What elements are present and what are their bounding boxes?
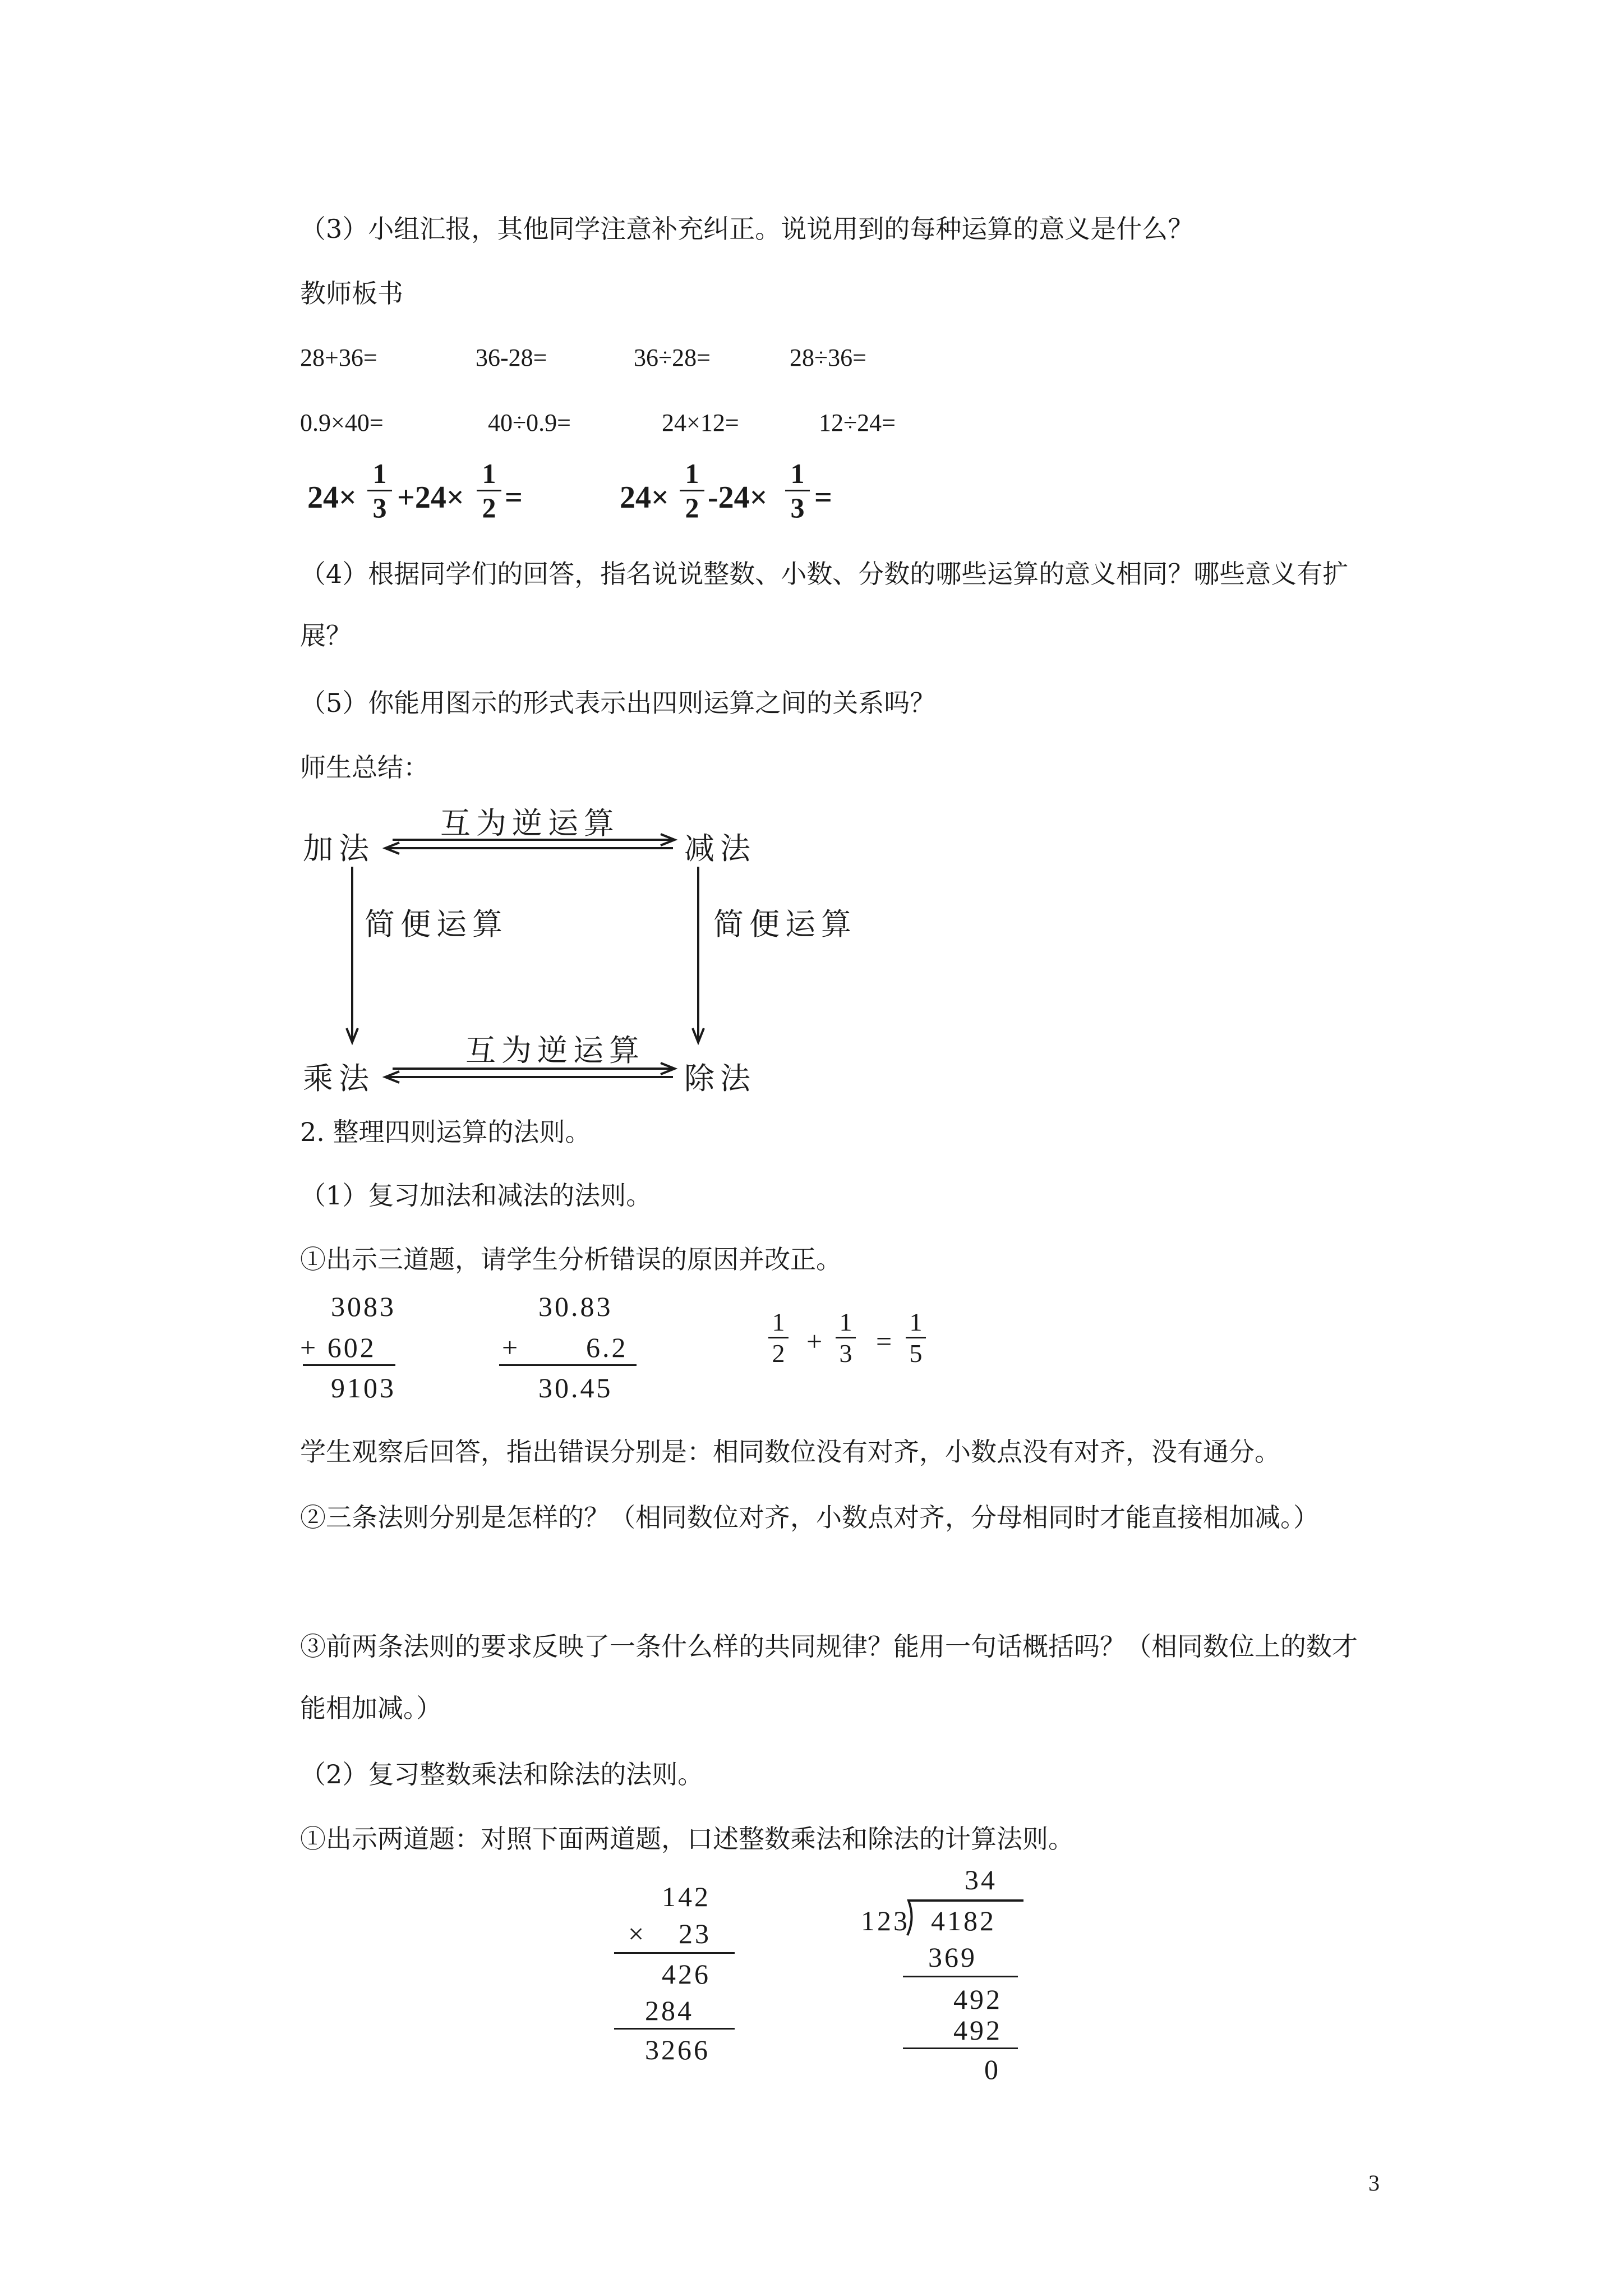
multiplier: 23 [679, 1918, 711, 1949]
multiplicand: 142 [662, 1881, 711, 1912]
plus-sign: + [806, 1326, 823, 1357]
subtract-line [903, 2047, 1018, 2049]
paragraph-5: （5）你能用图示的形式表示出四则运算之间的关系吗？ [300, 688, 936, 718]
review-1: （1）复习加法和减法的法则。 [300, 1180, 652, 1211]
board-expr: 36-28= [476, 344, 547, 371]
numerator: 1 [482, 458, 496, 489]
operand: 3083 [331, 1291, 396, 1322]
observation: 学生观察后回答，指出错误分别是：相同数位没有对齐，小数点没有对齐，没有通分。 [300, 1437, 1280, 1467]
section-2-heading: 2. 整理四则运算的法则。 [300, 1117, 591, 1147]
numerator: 1 [909, 1308, 923, 1336]
divisor: 123 [861, 1905, 910, 1936]
subtrahend: 492 [953, 2014, 1002, 2046]
operand: 30.83 [538, 1291, 613, 1322]
numerator: 1 [685, 458, 699, 489]
board-expr: 0.9×40= [300, 409, 384, 436]
label-simplify-right: 简便运算 [713, 907, 857, 942]
product-line [614, 2028, 735, 2030]
node-division: 除法 [684, 1061, 756, 1096]
dividend: 4182 [931, 1905, 996, 1936]
label-inverse-bottom: 互为逆运算 [465, 1033, 645, 1068]
operand: 6.2 [586, 1332, 628, 1363]
fraction [768, 1307, 789, 1368]
numerator: 1 [790, 458, 805, 489]
denominator: 5 [909, 1339, 923, 1368]
numerator: 1 [839, 1308, 852, 1336]
times-sign: × [628, 1918, 647, 1949]
operand: + 602 [300, 1332, 376, 1363]
board-title: 教师板书 [300, 278, 403, 309]
denominator: 2 [772, 1339, 785, 1368]
sum-line [303, 1364, 395, 1366]
node-addition: 加法 [303, 831, 375, 866]
product: 3266 [645, 2034, 710, 2065]
expr-term: 24× [620, 480, 669, 515]
denominator: 2 [685, 492, 699, 523]
partial-product: 426 [662, 1958, 711, 1990]
review-2-item-1: ①出示两道题：对照下面两道题，口述整数乘法和除法的计算法则。 [300, 1824, 1074, 1854]
expr-term: -24× [708, 480, 768, 515]
equals-sign: = [505, 480, 523, 515]
paragraph-4: （4）根据同学们的回答，指名说说整数、小数、分数的哪些运算的意义相同？哪些意义有扩展？ [300, 559, 1349, 651]
quotient: 34 [965, 1864, 997, 1895]
denominator: 2 [482, 492, 496, 523]
board-expr: 28÷36= [790, 344, 866, 371]
plus-sign: + [502, 1332, 520, 1363]
denominator: 3 [790, 492, 805, 523]
sum-line [499, 1364, 637, 1366]
product-line [614, 1952, 735, 1954]
fraction [906, 1307, 926, 1368]
equals-sign: = [876, 1326, 892, 1357]
review-2: （2）复习整数乘法和除法的法则。 [300, 1759, 704, 1789]
node-subtraction: 减法 [684, 831, 756, 866]
result: 9103 [331, 1372, 396, 1404]
review-1-item-1: ①出示三道题，请学生分析错误的原因并改正。 [300, 1244, 842, 1274]
subtrahend: 369 [928, 1941, 977, 1973]
page-number: 3 [1368, 2170, 1380, 2196]
review-1-item-2: ②三条法则分别是怎样的？（相同数位对齐，小数点对齐，分母相同时才能直接相加减。） [300, 1502, 1319, 1533]
subtract-line [903, 1976, 1018, 1977]
numerator: 1 [372, 458, 387, 489]
label-inverse-top: 互为逆运算 [440, 806, 620, 841]
partial-remainder: 492 [953, 1984, 1002, 2015]
denominator: 3 [839, 1339, 852, 1368]
board-expr: 12÷24= [819, 409, 896, 436]
node-multiplication: 乘法 [303, 1061, 375, 1096]
board-expr: 36÷28= [634, 344, 711, 371]
paragraph-3: （3）小组汇报，其他同学注意补充纠正。说说用到的每种运算的意义是什么？ [300, 214, 1194, 244]
equals-sign: = [814, 480, 832, 515]
partial-product: 284 [645, 1995, 694, 2026]
expr-term: +24× [397, 480, 464, 515]
numerator: 1 [772, 1308, 785, 1336]
result: 30.45 [538, 1372, 613, 1404]
board-expr: 40÷0.9= [488, 409, 571, 436]
expr-term: 24× [307, 480, 357, 515]
label-simplify-left: 简便运算 [365, 907, 508, 942]
denominator: 3 [372, 492, 387, 523]
review-1-item-3: ③前两条法则的要求反映了一条什么样的共同规律？能用一句话概括吗？（相同数位上的数才能相加减。） [300, 1631, 1358, 1723]
remainder: 0 [984, 2054, 1000, 2085]
summary-label: 师生总结： [300, 752, 429, 783]
board-expr: 24×12= [662, 409, 739, 436]
board-expr: 28+36= [300, 344, 377, 371]
fraction [836, 1307, 856, 1368]
